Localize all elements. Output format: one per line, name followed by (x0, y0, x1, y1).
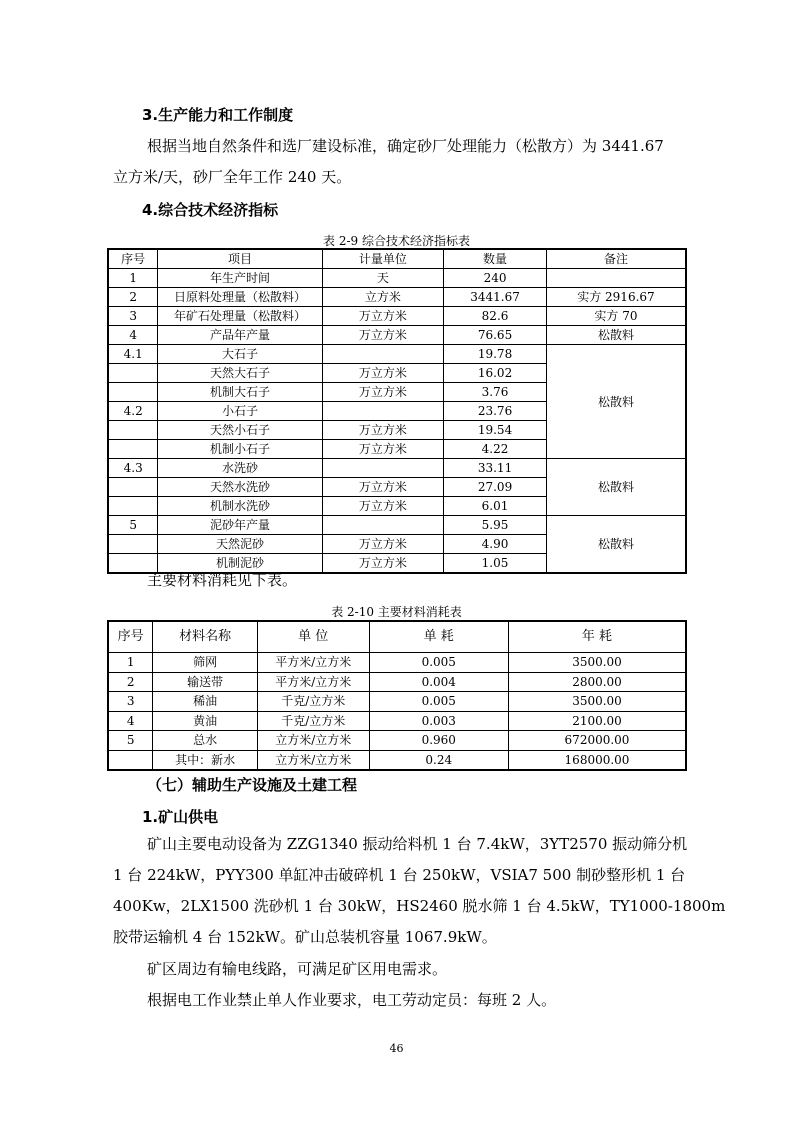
table-caption-indicators: 表 2-9 综合技术经济指标表 (323, 234, 470, 248)
cell-no: 4.2 (108, 402, 158, 421)
cell-no: 4 (108, 711, 153, 731)
cell-note-merged: 松散料 (546, 345, 686, 459)
cell-per-unit: 0.005 (369, 692, 509, 712)
cell-no: 2 (108, 288, 158, 307)
table-row (108, 672, 686, 692)
cell-qty: 3441.67 (444, 288, 547, 307)
header-cell: 材料名称 (153, 621, 258, 653)
cell-item: 机制小石子 (158, 440, 322, 459)
cell-unit: 万立方米 (322, 440, 443, 459)
indicators-table (107, 248, 687, 574)
cell-no (108, 478, 158, 497)
cell-item: 大石子 (158, 345, 322, 364)
cell-qty: 23.76 (444, 402, 547, 421)
cell-qty: 82.6 (444, 307, 547, 326)
cell-qty: 3.76 (444, 383, 547, 402)
cell-note-merged: 松散料 (546, 516, 686, 574)
paragraph-power-lines-nearby: 矿区周边有输电线路，可满足矿区用电需求。 (147, 960, 448, 978)
cell-unit: 立方米/立方米 (257, 750, 369, 770)
cell-note: 实方 70 (546, 307, 686, 326)
cell-item: 天然小石子 (158, 421, 322, 440)
header-cell: 备注 (546, 249, 686, 269)
table-caption-materials: 表 2-10 主要材料消耗表 (331, 605, 462, 619)
cell-unit: 万立方米 (322, 497, 443, 516)
header-cell: 计量单位 (322, 249, 443, 269)
cell-unit: 万立方米 (322, 364, 443, 383)
cell-item: 机制大石子 (158, 383, 322, 402)
table-row (108, 711, 686, 731)
materials-table (107, 620, 687, 771)
cell-no: 4.3 (108, 459, 158, 478)
cell-qty: 33.11 (444, 459, 547, 478)
cell-item: 泥砂年产量 (158, 516, 322, 535)
cell-unit: 万立方米 (322, 421, 443, 440)
cell-no: 5 (108, 731, 153, 751)
paragraph-power-line-4: 胶带运输机 4 台 152kW。矿山总装机容量 1067.9kW。 (113, 928, 497, 946)
table-row (108, 692, 686, 712)
cell-no: 2 (108, 672, 153, 692)
cell-no: 5 (108, 516, 158, 535)
cell-item: 小石子 (158, 402, 322, 421)
cell-qty: 4.90 (444, 535, 547, 554)
paragraph-power-line-2: 1 台 224kW，PYY300 单缸冲击破碎机 1 台 250kW，VSIA7 500 制砂整形机 1 台 (113, 866, 686, 884)
cell-no (108, 750, 153, 770)
table-row (108, 653, 686, 673)
cell-no: 4.1 (108, 345, 158, 364)
cell-per-unit: 0.960 (369, 731, 509, 751)
cell-item: 天然泥砂 (158, 535, 322, 554)
cell-material: 黄油 (153, 711, 258, 731)
table-row (108, 269, 686, 288)
table-row (108, 307, 686, 326)
header-cell: 项目 (158, 249, 322, 269)
paragraph-power-line-3: 400Kw，2LX1500 洗砂机 1 台 30kW，HS2460 脱水筛 1 台 4.5kW，TY1000-1800m (113, 897, 726, 915)
cell-qty: 6.01 (444, 497, 547, 516)
cell-unit (322, 459, 443, 478)
table-row (108, 326, 686, 345)
table-row (108, 516, 686, 535)
cell-no: 3 (108, 692, 153, 712)
cell-per-unit: 0.004 (369, 672, 509, 692)
cell-qty: 5.95 (444, 516, 547, 535)
section-heading-auxiliary-facilities: （七）辅助生产设施及土建工程 (147, 776, 358, 794)
cell-no: 1 (108, 653, 153, 673)
cell-annual: 2800.00 (509, 672, 687, 692)
header-cell: 单 位 (257, 621, 369, 653)
cell-qty: 1.05 (444, 554, 547, 574)
cell-item: 天然大石子 (158, 364, 322, 383)
cell-note: 实方 2916.67 (546, 288, 686, 307)
cell-unit: 平方米/立方米 (257, 653, 369, 673)
section-heading-production-capacity: 3.生产能力和工作制度 (142, 106, 294, 124)
table-header-row (108, 621, 686, 653)
paragraph-capacity-line-2: 立方米/天，砂厂全年工作 240 天。 (113, 168, 352, 186)
cell-no (108, 421, 158, 440)
cell-annual: 2100.00 (509, 711, 687, 731)
cell-unit: 千克/立方米 (257, 711, 369, 731)
cell-qty: 4.22 (444, 440, 547, 459)
header-cell: 年 耗 (509, 621, 687, 653)
cell-no (108, 364, 158, 383)
cell-per-unit: 0.005 (369, 653, 509, 673)
cell-no (108, 535, 158, 554)
cell-no (108, 383, 158, 402)
cell-unit: 万立方米 (322, 535, 443, 554)
cell-per-unit: 0.24 (369, 750, 509, 770)
cell-item: 日原料处理量（松散料） (158, 288, 322, 307)
table-header-row (108, 249, 686, 269)
cell-no: 3 (108, 307, 158, 326)
cell-unit (322, 402, 443, 421)
cell-qty: 16.02 (444, 364, 547, 383)
cell-unit (322, 516, 443, 535)
cell-unit: 平方米/立方米 (257, 672, 369, 692)
table-row (108, 345, 686, 364)
cell-material: 其中：新水 (153, 750, 258, 770)
cell-note: 松散料 (546, 326, 686, 345)
cell-unit: 万立方米 (322, 326, 443, 345)
cell-unit: 立方米/立方米 (257, 731, 369, 751)
sub-heading-mine-power: 1.矿山供电 (142, 808, 219, 826)
cell-qty: 240 (444, 269, 547, 288)
cell-unit (322, 345, 443, 364)
cell-unit: 万立方米 (322, 307, 443, 326)
cell-item: 年生产时间 (158, 269, 322, 288)
cell-unit: 立方米 (322, 288, 443, 307)
paragraph-capacity-line-1: 根据当地自然条件和选厂建设标准，确定砂厂处理能力（松散方）为 3441.67 (147, 137, 664, 155)
paragraph-power-line-1: 矿山主要电动设备为 ZZG1340 振动给料机 1 台 7.4kW，3YT2570 振动筛分机 (147, 835, 688, 853)
section-heading-tech-indicators: 4.综合技术经济指标 (142, 201, 279, 219)
header-cell: 序号 (108, 249, 158, 269)
header-cell: 数量 (444, 249, 547, 269)
cell-item: 机制泥砂 (158, 554, 322, 574)
cell-unit: 万立方米 (322, 383, 443, 402)
cell-note-merged: 松散料 (546, 459, 686, 516)
cell-unit: 天 (322, 269, 443, 288)
table-row (108, 750, 686, 770)
cell-qty: 19.78 (444, 345, 547, 364)
cell-material: 总水 (153, 731, 258, 751)
table-row (108, 288, 686, 307)
table-row (108, 731, 686, 751)
cell-item: 天然水洗砂 (158, 478, 322, 497)
cell-item: 机制水洗砂 (158, 497, 322, 516)
cell-no: 1 (108, 269, 158, 288)
header-cell: 序号 (108, 621, 153, 653)
cell-item: 水洗砂 (158, 459, 322, 478)
cell-unit: 千克/立方米 (257, 692, 369, 712)
page-number: 46 (389, 1042, 404, 1055)
cell-no: 4 (108, 326, 158, 345)
cell-material: 输送带 (153, 672, 258, 692)
cell-annual: 168000.00 (509, 750, 687, 770)
cell-no (108, 440, 158, 459)
cell-annual: 3500.00 (509, 653, 687, 673)
cell-note (546, 269, 686, 288)
cell-per-unit: 0.003 (369, 711, 509, 731)
cell-qty: 27.09 (444, 478, 547, 497)
paragraph-electrician-staffing: 根据电工作业禁止单人作业要求，电工劳动定员：每班 2 人。 (147, 991, 557, 1009)
table-row (108, 459, 686, 478)
cell-qty: 76.65 (444, 326, 547, 345)
cell-material: 筛网 (153, 653, 258, 673)
cell-annual: 3500.00 (509, 692, 687, 712)
cell-unit: 万立方米 (322, 478, 443, 497)
header-cell: 单 耗 (369, 621, 509, 653)
cell-unit: 万立方米 (322, 554, 443, 574)
cell-no (108, 497, 158, 516)
cell-annual: 672000.00 (509, 731, 687, 751)
cell-item: 年矿石处理量（松散料） (158, 307, 322, 326)
cell-material: 稀油 (153, 692, 258, 712)
cell-item: 产品年产量 (158, 326, 322, 345)
cell-qty: 19.54 (444, 421, 547, 440)
paragraph-materials-intro: 主要材料消耗见下表。 (147, 571, 298, 589)
